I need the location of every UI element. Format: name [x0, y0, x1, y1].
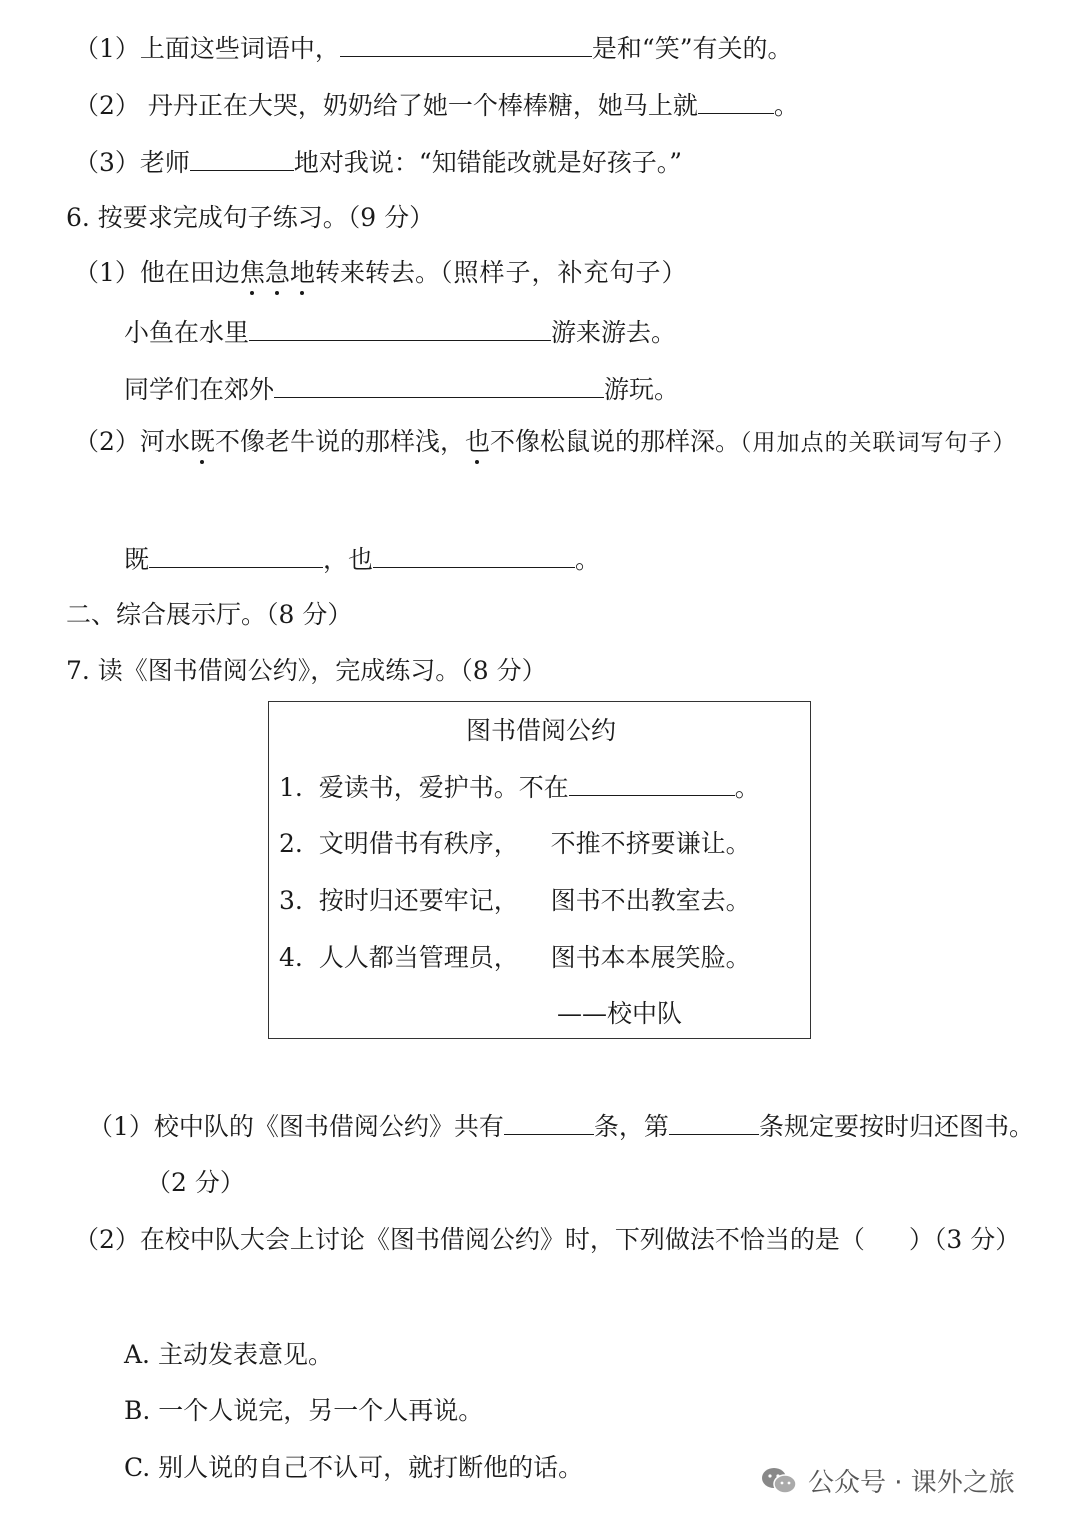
fill3-mid: ，也 [323, 545, 374, 574]
dotted-char: 既 [189, 427, 215, 456]
convention-signature: ——校中队 [557, 999, 683, 1028]
q6-sub2 [74, 427, 1016, 458]
q6-sub2-mid: 不像老牛说的那样浅， [214, 427, 465, 456]
option-label: B. [124, 1396, 151, 1425]
fill1-text: 小鱼在水里 [124, 318, 250, 347]
answer-blank[interactable] [190, 148, 294, 171]
answer-blank[interactable] [149, 545, 323, 568]
q7-sub1-score: （2 分） [146, 1168, 245, 1197]
item-text: 文明借书有秩序， [318, 829, 519, 858]
q5-sub3-number: （3） [74, 148, 140, 177]
watermark-text: 公众号 · 课外之旅 [808, 1468, 1015, 1498]
q5-sub3 [74, 148, 682, 178]
q6-sub1-tail: 转来转去。 [314, 258, 440, 287]
q6-sub1 [74, 258, 688, 288]
item-text: 按时归还要牢记， [318, 886, 519, 915]
q7-sub1 [88, 1112, 1034, 1142]
option-text: 别人说的自己不认可，就打断他的话。 [158, 1453, 584, 1482]
fill2-tail: 游玩。 [604, 375, 680, 404]
q6-fill3 [124, 545, 600, 575]
q6-sub1-number: （1） [74, 258, 140, 287]
q5-sub3-text: 老师 [139, 148, 190, 177]
item-text-2: 图书本本展笑脸。 [550, 943, 751, 972]
q7-sub2-text: 在校中队大会上讨论《图书借阅公约》时，下列做法不恰当的是（ [139, 1225, 865, 1254]
option-label: A. [124, 1340, 151, 1369]
option-text: 主动发表意见。 [157, 1340, 333, 1369]
q7-sub1-tail: 条规定要按时归还图书。 [758, 1112, 1034, 1141]
fill1-tail: 游来游去。 [551, 318, 677, 347]
convention-item-1 [279, 773, 760, 803]
item-number: 4. [279, 943, 303, 972]
q6-sub2-tail: 不像松鼠说的那样深。 [489, 427, 740, 456]
q5-sub3-tail: 地对我说：“知错能改就是好孩子。” [293, 148, 682, 177]
q7-sub1-number: （1） [88, 1112, 154, 1141]
q6-sub2-text: 河水 [139, 427, 190, 456]
item-text-2: 图书不出教室去。 [550, 886, 751, 915]
q7-title: 7. 读《图书借阅公约》，完成练习。（8 分） [66, 656, 547, 685]
q6-title: 6. 按要求完成句子练习。（9 分） [66, 203, 435, 232]
q5-sub1-tail: 是和“笑”有关的。 [591, 34, 793, 63]
answer-blank[interactable] [504, 1112, 594, 1135]
q5-sub1-text: 上面这些词语中， [139, 34, 340, 63]
convention-title: 图书借阅公约 [466, 716, 617, 745]
answer-blank[interactable] [249, 318, 551, 341]
q5-sub1-number: （1） [74, 34, 140, 63]
q5-sub2-number: （2） [74, 91, 140, 120]
watermark [760, 1462, 1015, 1499]
answer-blank[interactable] [340, 34, 592, 57]
answer-blank[interactable] [274, 375, 604, 398]
option-c[interactable] [124, 1453, 583, 1483]
answer-blank[interactable] [373, 545, 575, 568]
option-a[interactable] [124, 1340, 333, 1370]
q7-sub2-number: （2） [74, 1225, 140, 1254]
dotted-char: 地 [289, 258, 315, 287]
dotted-char: 急 [264, 258, 290, 287]
item-number: 1. [279, 773, 303, 802]
q6-sub2-instruction: （用加点的关联词写句子） [739, 430, 1017, 456]
item-text: 人人都当管理员， [318, 943, 519, 972]
convention-item-4 [279, 943, 751, 973]
q7-sub2 [74, 1225, 1020, 1255]
q5-sub2 [74, 91, 799, 121]
q5-sub2-text: 丹丹正在大哭，奶奶给了她一个棒棒糖，她马上就 [139, 91, 698, 120]
convention-box [268, 701, 811, 1039]
q6-fill2 [124, 375, 679, 405]
option-label: C. [124, 1453, 151, 1482]
q5-sub1 [74, 34, 792, 64]
convention-item-2 [279, 829, 751, 859]
q7-sub2-tail: ）（3 分） [908, 1225, 1021, 1254]
answer-blank[interactable] [698, 91, 774, 114]
fill3-tail: 。 [575, 545, 601, 574]
q6-sub2-number: （2） [74, 427, 140, 456]
wechat-icon [760, 1466, 798, 1496]
q6-fill1 [124, 318, 676, 348]
option-text: 一个人说完，另一个人再说。 [158, 1396, 484, 1425]
q6-sub1-instruction: （照样子，补充句子） [439, 258, 688, 287]
item-text: 爱读书，爱护书。不在 [318, 773, 569, 802]
convention-item-3 [279, 886, 751, 916]
item-number: 2. [279, 829, 303, 858]
section2-title: 二、综合展示厅。（8 分） [66, 600, 353, 629]
fill2-text: 同学们在郊外 [124, 375, 275, 404]
answer-blank[interactable] [569, 773, 735, 796]
q6-sub1-text: 他在田边 [139, 258, 240, 287]
option-b[interactable] [124, 1396, 483, 1426]
item-tail: 。 [734, 773, 760, 802]
dotted-char: 也 [464, 427, 490, 456]
item-text-2: 不推不挤要谦让。 [550, 829, 751, 858]
answer-blank[interactable] [669, 1112, 759, 1135]
fill3-text: 既 [124, 545, 150, 574]
dotted-char: 焦 [239, 258, 265, 287]
item-number: 3. [279, 886, 303, 915]
q7-sub1-mid: 条，第 [593, 1112, 669, 1141]
q7-sub1-text: 校中队的《图书借阅公约》共有 [153, 1112, 504, 1141]
q5-sub2-tail: 。 [773, 91, 799, 120]
